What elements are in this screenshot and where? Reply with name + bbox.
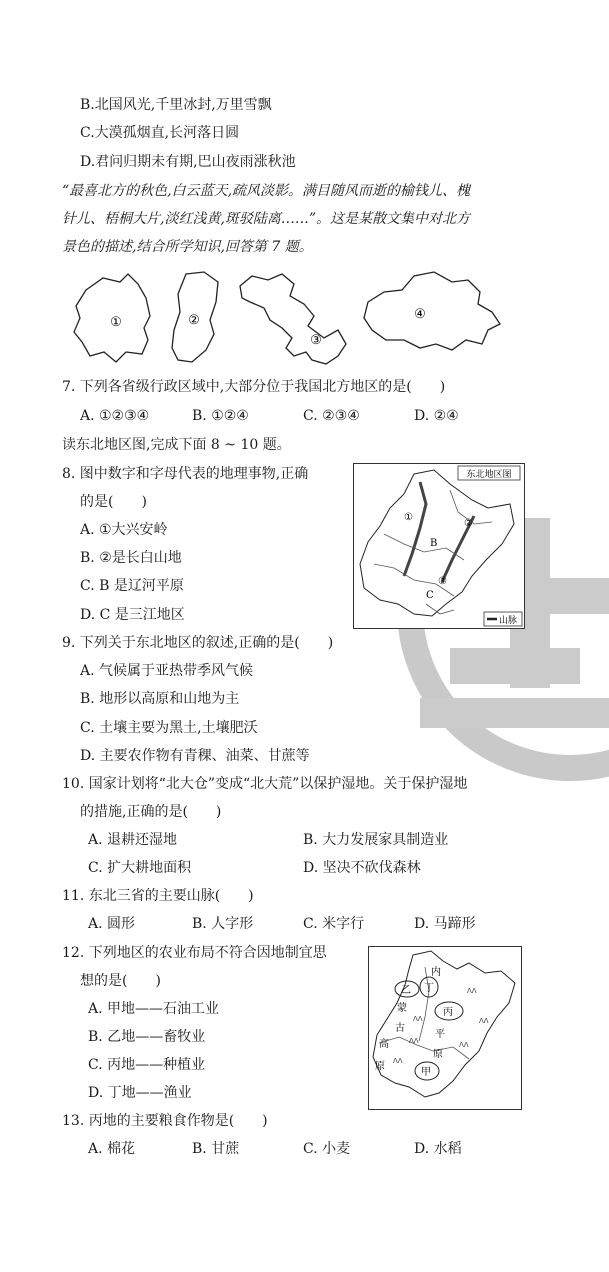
- province-label-3: ③: [310, 333, 322, 348]
- q8-option-d: D. C 是三江地区: [80, 607, 185, 623]
- q12-stem-line-2: 想的是( ): [80, 973, 161, 989]
- q6-option-d: D.君问归期未有期,巴山夜雨涨秋池: [80, 154, 296, 170]
- q10-option-c: C. 扩大耕地面积: [88, 860, 192, 876]
- northeast-map-label-b: B: [430, 538, 438, 549]
- province-outline-3: [240, 274, 346, 364]
- q12-map-label-gu: 古: [395, 1023, 405, 1034]
- q12-option-c: C. 丙地——种植业: [88, 1057, 206, 1073]
- province-outline-4: [364, 272, 500, 350]
- q12-map-label-nei: 内: [431, 967, 441, 978]
- q8-stem-line-2: 的是( ): [80, 494, 147, 510]
- q6-option-c: C.大漠孤烟直,长河落日圆: [80, 125, 240, 141]
- q12-option-a: A. 甲地——石油工业: [88, 1001, 220, 1017]
- northeast-map: [353, 463, 525, 629]
- q10-option-a: A. 退耕还湿地: [88, 832, 178, 848]
- q12-option-b: B. 乙地——畜牧业: [88, 1029, 206, 1045]
- q8-option-a: A. ①大兴安岭: [80, 522, 168, 538]
- q9-option-a: A. 气候属于亚热带季风气候: [80, 663, 254, 679]
- q10-option-b: B. 大力发展家具制造业: [303, 832, 449, 848]
- q6-option-b: B.北国风光,千里冰封,万里雪飘: [80, 97, 272, 113]
- q12-map-label-meng: 蒙: [397, 1003, 407, 1014]
- q12-map-label-yi: 乙: [401, 985, 411, 996]
- q13-option-c: C. 小麦: [303, 1141, 351, 1157]
- q13-option-a: A. 棉花: [88, 1141, 136, 1157]
- province-label-4: ④: [414, 307, 426, 322]
- northeast-map-label-c: C: [426, 590, 434, 601]
- q8-option-b: B. ②是长白山地: [80, 550, 182, 566]
- q10-stem-line-1: 10. 国家计划将“北大仓”变成“北大荒”以保护湿地。关于保护湿地: [62, 776, 468, 792]
- q8-stem-line-1: 8. 图中数字和字母代表的地理事物,正确: [62, 466, 309, 482]
- q12-map: [368, 946, 522, 1110]
- northeast-map-legend: 山脉: [499, 616, 518, 626]
- q8-option-c: C. B 是辽河平原: [80, 578, 184, 594]
- svg-text:ᐱᐱ: ᐱᐱ: [393, 1057, 403, 1065]
- q7-option-d: D. ②④: [414, 408, 459, 424]
- q9-option-d: D. 主要农作物有青稞、油菜、甘蔗等: [80, 748, 310, 764]
- q7-option-b: B. ①②④: [192, 408, 249, 424]
- q12-map-label-ding: 丁: [424, 983, 434, 994]
- passage-line-1: “最喜北方的秋色,白云蓝天,疏风淡影。满目随风而逝的榆钱儿、槐: [62, 183, 471, 199]
- q12-map-label-yuan: 原: [375, 1061, 385, 1072]
- svg-text:ᐱᐱ: ᐱᐱ: [467, 987, 477, 995]
- province-outlines-figure: [68, 268, 518, 373]
- northeast-map-title: 东北地区图: [466, 470, 512, 480]
- q12-option-d: D. 丁地——渔业: [88, 1085, 192, 1101]
- q12-map-label-bing: 丙: [443, 1007, 453, 1018]
- q9-stem: 9. 下列关于东北地区的叙述,正确的是( ): [62, 635, 334, 651]
- q13-option-d: D. 水稻: [414, 1141, 462, 1157]
- q12-stem-line-1: 12. 下列地区的农业布局不符合因地制宜思: [62, 945, 327, 961]
- svg-text:ᐱᐱ: ᐱᐱ: [479, 1017, 489, 1025]
- q10-stem-line-2: 的措施,正确的是( ): [80, 804, 222, 820]
- q12-map-label-yuan-2: 原: [433, 1049, 443, 1060]
- northeast-map-label-2: ②: [464, 518, 473, 529]
- q12-map-label-ping: 平: [435, 1029, 445, 1040]
- passage-line-3: 景色的描述,结合所学知识,回答第 7 题。: [62, 239, 313, 255]
- q10-option-d: D. 坚决不砍伐森林: [303, 860, 421, 876]
- northeast-map-label-1: ①: [404, 512, 413, 523]
- svg-text:ᐱᐱ: ᐱᐱ: [459, 1041, 469, 1049]
- q11-option-c: C. 米字行: [303, 916, 365, 932]
- q7-option-c: C. ②③④: [303, 408, 360, 424]
- svg-text:ᐱᐱ: ᐱᐱ: [413, 1015, 423, 1023]
- q12-map-label-jia: 甲: [421, 1067, 431, 1078]
- q9-option-c: C. 土壤主要为黑土,土壤肥沃: [80, 720, 258, 736]
- q7-option-a: A. ①②③④: [80, 408, 150, 424]
- province-label-2: ②: [188, 313, 200, 328]
- q13-stem: 13. 丙地的主要粮食作物是( ): [62, 1113, 268, 1129]
- svg-text:ᐱᐱ: ᐱᐱ: [409, 1037, 419, 1045]
- q11-stem: 11. 东北三省的主要山脉( ): [62, 888, 254, 904]
- q11-option-d: D. 马蹄形: [414, 916, 476, 932]
- q11-option-b: B. 人字形: [192, 916, 254, 932]
- province-label-1: ①: [110, 315, 122, 330]
- q9-option-b: B. 地形以高原和山地为主: [80, 691, 240, 707]
- passage-line-2: 针儿、梧桐大片,淡红浅黄,斑驳陆离……”。这是某散文集中对北方: [62, 211, 471, 227]
- q12-map-label-gao: 高: [379, 1039, 389, 1050]
- q11-option-a: A. 圆形: [88, 916, 136, 932]
- intro-8-10: 读东北地区图,完成下面 8 ~ 10 题。: [62, 437, 291, 453]
- northeast-map-label-3: ③: [438, 576, 447, 587]
- q7-stem: 7. 下列各省级行政区域中,大部分位于我国北方地区的是( ): [62, 379, 446, 395]
- q13-option-b: B. 甘蔗: [192, 1141, 240, 1157]
